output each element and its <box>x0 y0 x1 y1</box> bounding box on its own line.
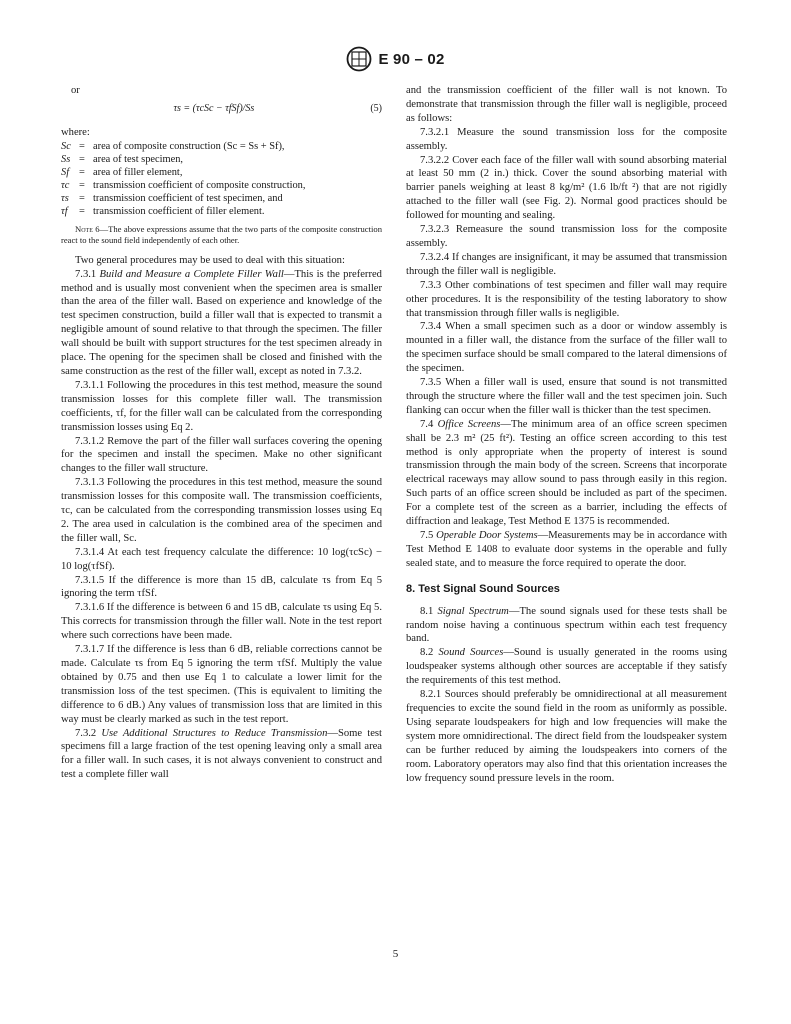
right-column <box>406 84 727 785</box>
astm-logo-icon <box>346 45 372 73</box>
definition-row <box>61 140 382 153</box>
paragraph-7-3-2: 7.3.2 Use Additional Structures to Reduce Transmission—Some test specimens fill a large fraction of the test opening leaving only a small area for a filler wall. In such cases, it is not always convenient to construct and test a complete filler wall <box>61 727 382 781</box>
definition-symbol: Ss <box>61 153 71 165</box>
note-label: Note 6 <box>75 223 100 234</box>
definition-symbol: Sf <box>61 166 70 178</box>
definition-equals: = <box>79 166 85 178</box>
definition-symbol: τs <box>61 192 69 204</box>
paragraph-7-5: 7.5 Operable Door Systems—Measurements may be in accordance with Test Method E 1408 to evaluate door systems in the operable and fully sealed state, and to measure the force required to operate the door. <box>406 530 727 569</box>
paragraph-7-3-1-1: 7.3.1.1 Following the procedures in this test method, measure the sound transmission losses for this complete filler wall. The transmission coefficients, τf, for the filler wall can be calculated from the corresponding transmission losses using Eq 2. <box>61 379 382 433</box>
definition-text: transmission coefficient of test specimen, and <box>93 192 283 204</box>
definition-list <box>61 140 382 218</box>
definition-row <box>61 205 382 218</box>
definition-symbol: τf <box>61 205 68 217</box>
definition-equals: = <box>79 205 85 217</box>
paragraph-7-3-2-1: 7.3.2.1 Measure the sound transmission loss for the composite assembly. <box>406 126 727 152</box>
paragraph-7-3-1-5: 7.3.1.5 If the difference is more than 15 dB, calculate τs from Eq 5 ignoring the term τfSf. <box>61 574 382 600</box>
paragraph-7-3-1-2: 7.3.1.2 Remove the part of the filler wall surfaces covering the opening for the specimen and install the specimen. Make no other significant changes to the filler wall structure. <box>61 435 382 475</box>
note-6 <box>61 224 382 246</box>
paragraph-7-3-4: 7.3.4 When a small specimen such as a door or window assembly is mounted in a filler wall, the distance from the surface of the filler wall to the specimen surface should be small compared to the lateral dimensions of the specimen. <box>406 321 727 375</box>
definition-symbol: Sc <box>61 140 71 152</box>
equation-5 <box>61 102 382 116</box>
definition-text: area of test specimen, <box>93 153 184 165</box>
paragraph-7-3-1-3: 7.3.1.3 Following the procedures in this test method, measure the sound transmission losses for this composite wall. The transmission coefficients, τc, can be calculated from the corresponding transmission losses using Eq 2. The area used in calculation is the combined area of the specimen and the filler wall, Sc. <box>61 477 382 544</box>
document-code: E 90 – 02 <box>378 50 445 68</box>
definition-text: area of filler element, <box>93 166 183 178</box>
paragraph-continuation: and the transmission coefficient of the filler wall is not known. To demonstrate that transmission through the filler wall is negligible, proceed as follows: <box>406 85 727 124</box>
paragraph-7-3-3: 7.3.3 Other combinations of test specimen and filler wall may require other procedures. It is the responsibility of the testing laboratory to show that transmission through filler walls is negligible. <box>406 279 727 319</box>
paragraph-7-3-2-2: 7.3.2.2 Cover each face of the filler wall with sound absorbing material at least 50 mm (2 in.) thick. Cover the sound absorbing material with barrier panels weighing at least 8 kg/m² (1.6 lb/ft ²) that are not rigidly attached to the filler wall (see Fig. 2). Normal good practices should be followed for mounting and sealing. <box>406 154 727 222</box>
definition-symbol: τc <box>61 179 70 191</box>
definition-equals: = <box>79 192 85 204</box>
definition-text: transmission coefficient of composite construction, <box>93 179 306 191</box>
paragraph-8-1: 8.1 Signal Spectrum—The sound signals used for these tests shall be random noise having a continuous spectrum within each test frequency band. <box>406 605 727 645</box>
definition-row <box>61 166 382 179</box>
section-heading-8: 8. Test Signal Sound Sources <box>406 582 560 595</box>
definition-row <box>61 192 382 205</box>
definition-row <box>61 179 382 192</box>
paragraph-7-3-2-3: 7.3.2.3 Remeasure the sound transmission loss for the composite assembly. <box>406 224 727 249</box>
note-text: —The above expressions assume that the two parts of the composite construction react to the sound field independently of each other. <box>61 223 382 245</box>
definition-equals: = <box>79 140 85 152</box>
paragraph-7-3-1-6: 7.3.1.6 If the difference is between 6 and 15 dB, calculate τs using Eq 5. This corrects for transmission through the filler wall. Note in the test report where such corrections have been made. <box>61 602 382 642</box>
paragraph-7-3-5: 7.3.5 When a filler wall is used, ensure that sound is not transmitted through the structure where the filler wall and the test specimen join. Such flanking can occur when the filler wall is thicker than the test specimen. <box>406 377 727 416</box>
paragraph-7-3-1-7: 7.3.1.7 If the difference is less than 6 dB, reliable corrections cannot be made. Calculate τs from Eq 5 ignoring the term τfSf. Multiply the value obtained by 0.75 and then use Eq 1 to calculate a lower limit for the transmission loss of the test specimen. (This is equivalent to limiting the difference to 6 dB.) Any values of transmission loss that are limited in this way must be clearly marked as such in the test report. <box>61 644 382 725</box>
equation-number: (5) <box>370 102 382 114</box>
definition-row <box>61 153 382 166</box>
definition-text: area of composite construction (Sc = Ss + Sf), <box>93 140 285 152</box>
paragraph-8-2-1: 8.2.1 Sources should preferably be omnidirectional at all measurement frequencies to excite the sound field in the room as uniformly as possible. Using separate loudspeakers for high and low frequencies will make the system more omnidirectional. The direct field from the loudspeaker system can be further reduced by aiming the loudspeakers into corners of the room. Laboratory operators may also find that this orientation increases the low frequency sound pressure levels in the room. <box>406 689 727 784</box>
page-number: 5 <box>392 948 399 960</box>
or-text: or <box>71 85 80 96</box>
where-label: where: <box>61 126 90 138</box>
paragraph-intro: Two general procedures may be used to deal with this situation: <box>75 254 345 266</box>
paragraph-8-2: 8.2 Sound Sources—Sound is usually generated in the rooms using loudspeaker systems although other sources are acceptable if they satisfy the requirements of this test method. <box>406 647 727 687</box>
paragraph-7-3-2-4: 7.3.2.4 If changes are insignificant, it may be assumed that transmission through the filler wall is negligible. <box>406 251 727 277</box>
paragraph-7-4: 7.4 Office Screens—The minimum area of an office screen specimen shall be 2.3 m² (25 ft²). Testing an office screen according to this test method is only appropriate when the property of interest is sound transmission through the main body of the screen. Screens that incorporate electrical raceways may allow sound to pass through easily in this region. Such parts of an office screen should be included as part of the specimen. For a complete test of the screen as a barrier, including the effects of diffraction and leakage, Test Method E 1375 is recommended. <box>406 418 727 528</box>
equation-text: τs = (τcSc − τfSf)/Ss <box>173 102 255 114</box>
definition-text: transmission coefficient of filler element. <box>93 205 265 217</box>
page-header <box>0 44 791 74</box>
paragraph-7-3-1: 7.3.1 Build and Measure a Complete Filler Wall—This is the preferred method and is usually most convenient when the specimen area is smaller than the area of the filler wall. Based on experience and knowledge of the test specimen construction, build a filler wall that is expected to transmit a negligible amount of sound relative to that through the specimen. The filler wall should be built with support structures for the test specimen already in place. The opening for the specimen shall be closed and finished with the same construction as the rest of the filler wall, except as noted in 7.3.2. <box>61 268 382 377</box>
definition-equals: = <box>79 179 85 191</box>
paragraph-7-3-1-4: 7.3.1.4 At each test frequency calculate the difference: 10 log(τcSc) − 10 log(τfSf). <box>61 546 382 572</box>
definition-equals: = <box>79 153 85 165</box>
left-column <box>61 84 382 782</box>
